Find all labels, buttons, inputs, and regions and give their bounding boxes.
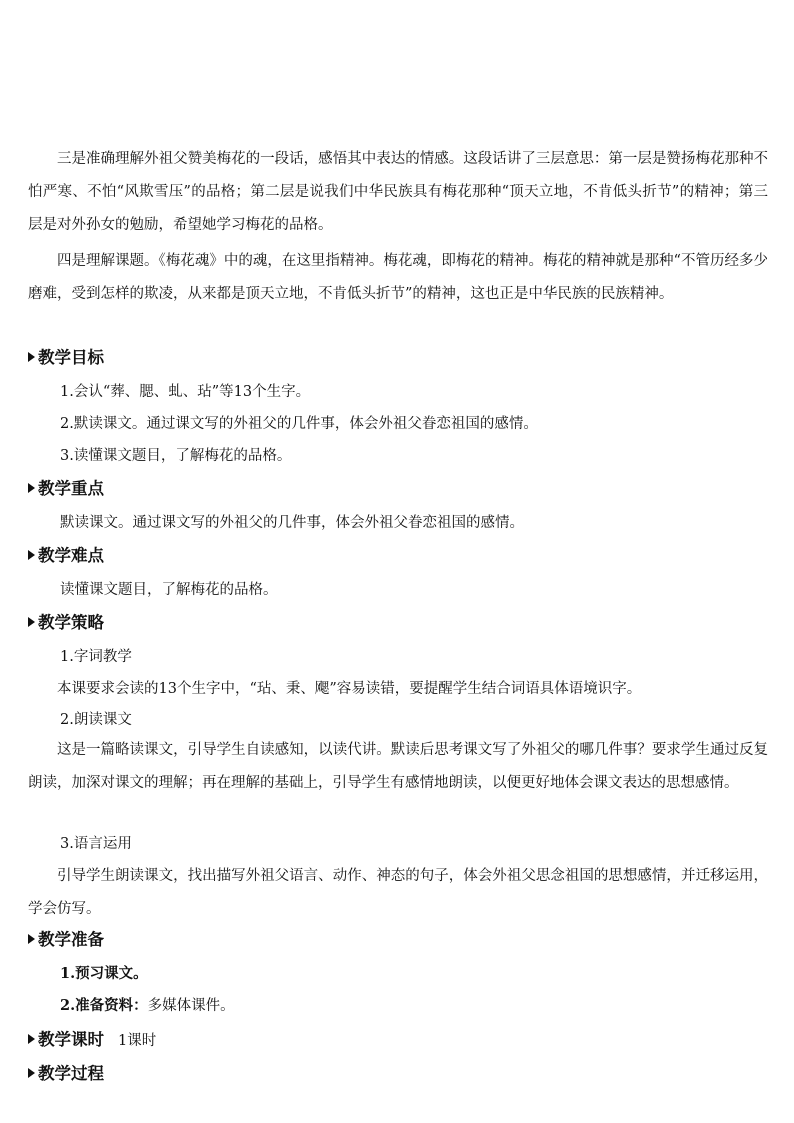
- objective-item: 2.默读课文。通过课文写的外祖父的几件事，体会外祖父眷恋祖国的感情。: [60, 416, 538, 432]
- paragraph-three: 三是准确理解外祖父赞美梅花的一段话，感悟其中表达的情感。这段话讲了三层意思：第一层是赞扬梅花那种不怕严寒、不怕“风欺雪压”的品格；第二层是说我们中华民族具有梅花那种“顶天立地，不肯低头折节”的精神；第三层是对外孙女的勉励，希望她学习梅花的品格。: [28, 151, 768, 233]
- paragraph-four: 四是理解课题。《梅花魂》中的魂，在这里指精神。梅花魂，即梅花的精神。梅花的精神就是那种“不管历经多少磨难，受到怎样的欺凌，从来都是顶天立地，不肯低头折节”的精神，这也正是中华民族的民族精神。: [28, 253, 768, 302]
- triangle-bullet-icon: [28, 617, 35, 627]
- triangle-bullet-icon: [28, 352, 35, 362]
- triangle-bullet-icon: [28, 483, 35, 493]
- section-process-heading: 教学过程: [28, 1062, 104, 1086]
- section-strategy-heading: 教学策略: [28, 611, 104, 635]
- period-value: 1课时: [118, 1033, 157, 1049]
- difficulties-text: 读懂课文题目，了解梅花的品格。: [60, 582, 278, 598]
- section-period-heading: 教学课时 1课时: [28, 1028, 156, 1053]
- triangle-bullet-icon: [28, 1068, 35, 1078]
- strategy-text: 本课要求会读的13个生字中，“玷、秉、飔”容易读错，要提醒学生结合词语具体语境识字。: [57, 681, 642, 697]
- strategy-subtitle: 3.语言运用: [60, 836, 132, 852]
- section-preparation-heading: 教学准备: [28, 928, 104, 952]
- section-key-points-heading: 教学重点: [28, 477, 104, 501]
- strategy-text: 这是一篇略读课文，引导学生自读感知，以读代讲。默读后思考课文写了外祖父的哪几件事？要求学生通过反复朗读，加深对课文的理解；再在理解的基础上，引导学生有感情地朗读，以便更好地体会课文表达的思想感情。: [28, 742, 768, 791]
- section-difficulties-heading: 教学难点: [28, 544, 104, 568]
- strategy-text: 引导学生朗读课文，找出描写外祖父语言、动作、神态的句子，体会外祖父思念祖国的思想感情，并迁移运用，学会仿写。: [28, 868, 768, 917]
- objective-item: 1.会认“葬、腮、虬、玷”等13个生字。: [60, 384, 311, 400]
- strategy-subtitle: 2.朗读课文: [60, 712, 132, 728]
- triangle-bullet-icon: [28, 550, 35, 560]
- strategy-subtitle: 1.字词教学: [60, 649, 132, 665]
- preparation-item: 1.预习课文。: [60, 965, 148, 982]
- objective-item: 3.读懂课文题目，了解梅花的品格。: [60, 448, 292, 464]
- key-points-text: 默读课文。通过课文写的外祖父的几件事，体会外祖父眷恋祖国的感情。: [60, 515, 524, 531]
- triangle-bullet-icon: [28, 1034, 35, 1044]
- section-objectives-heading: 教学目标: [28, 346, 104, 370]
- triangle-bullet-icon: [28, 934, 35, 944]
- preparation-item: 2.准备资料：多媒体课件。: [60, 997, 235, 1014]
